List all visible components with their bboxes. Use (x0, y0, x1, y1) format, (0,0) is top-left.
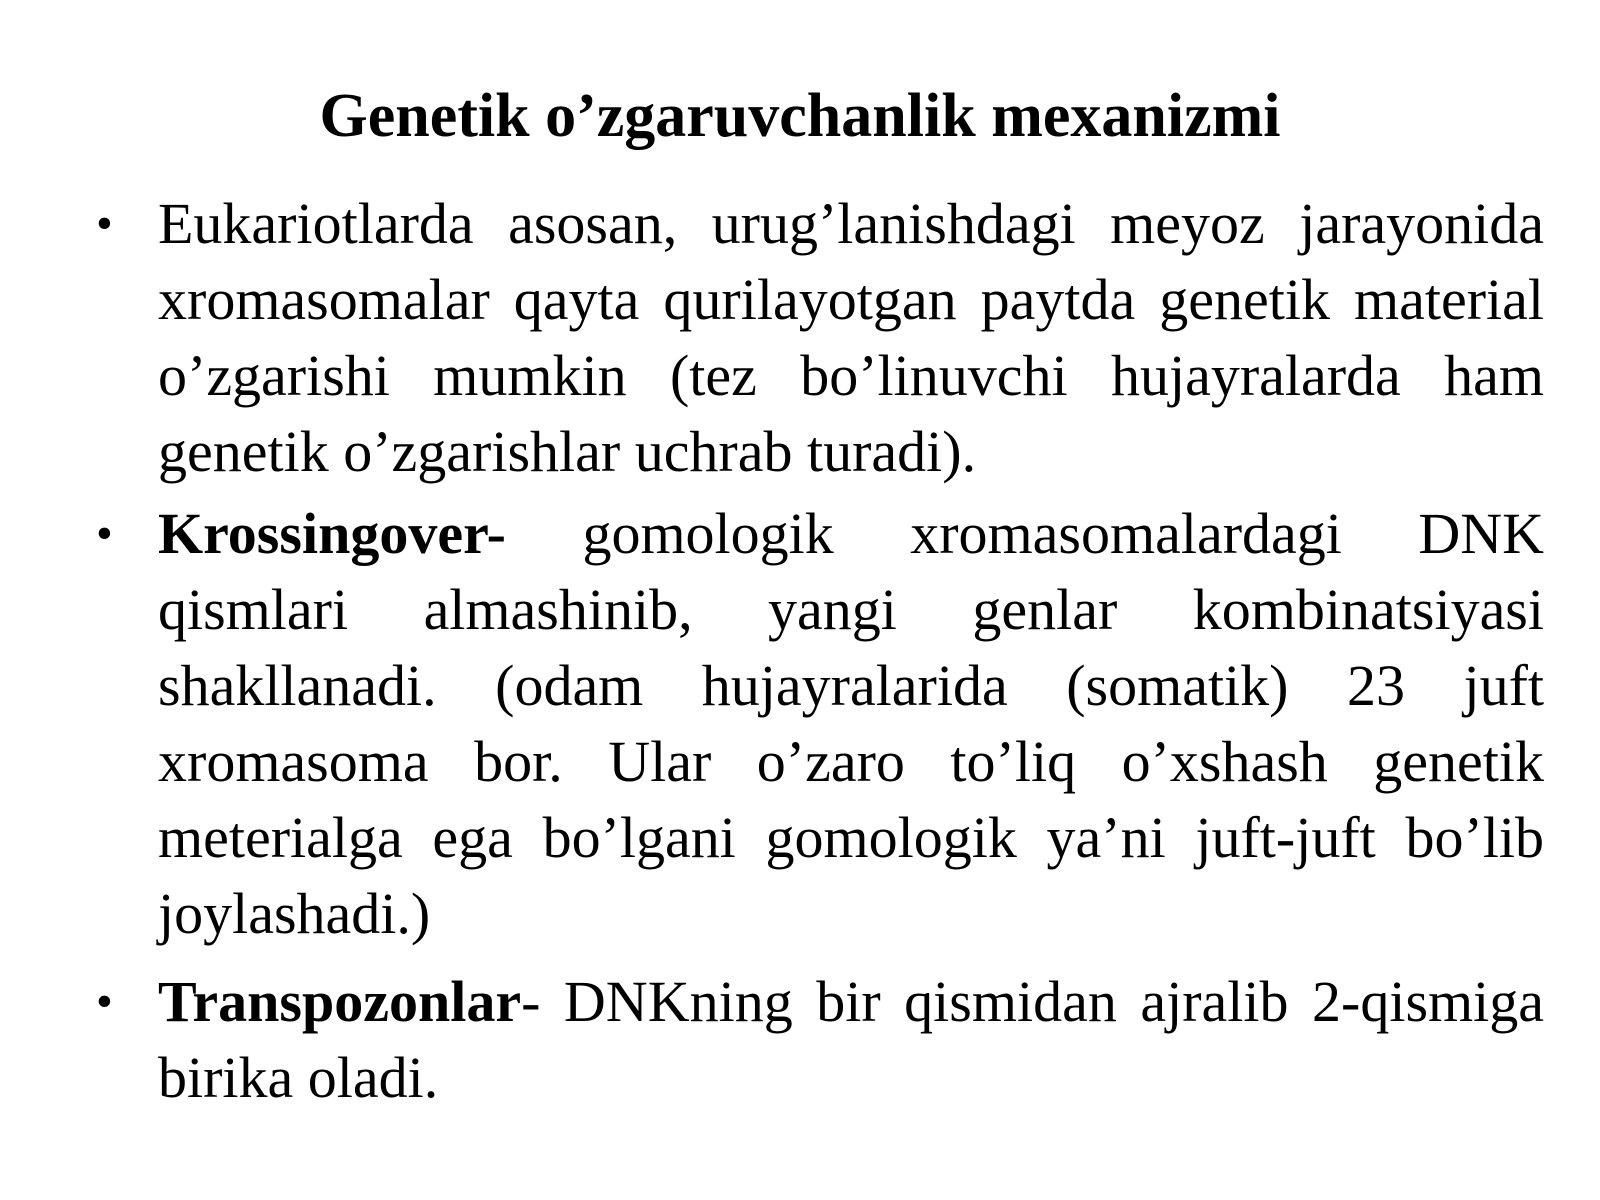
bullet-item-transposons (96, 964, 1544, 1116)
bullet-text: gomologik xromasomalardagi DNK qismlari almashinib, yangi genlar kombinatsiyasi shakllanadi. (odam hujayralarida (somatik) 23 juft xromasoma bor. Ular o’zaro to’liq o’xshash genetik meterialga ega bo’lgani gomologik ya’ni juft-juft bo’lib joylashadi.) (158, 501, 1544, 946)
bullet-dot-icon: • (96, 507, 113, 560)
bullet-dot-icon: • (96, 197, 113, 250)
bullet-list (96, 186, 1544, 1122)
bullet-item-meiosis (96, 186, 1544, 490)
bullet-dot-icon: • (96, 975, 113, 1028)
bullet-text: - DNKning bir qismidan ajralib 2-qismiga birika oladi. (158, 969, 1544, 1110)
slide-title: Genetik o’zgaruvchanlik mexanizmi (319, 82, 1281, 150)
bullet-term: Krossingover- (158, 501, 506, 566)
bullet-term: Transpozonlar (158, 969, 522, 1034)
bullet-item-crossing-over (96, 496, 1544, 952)
bullet-text: Eukariotlarda asosan, urug’lanishdagi meyoz jarayonida xromasomalar qayta qurilayotgan paytda genetik material o’zgarishi mumkin (tez bo’linuvchi hujayralarda ham genetik o’zgarishlar uchrab turadi). (158, 191, 1544, 484)
